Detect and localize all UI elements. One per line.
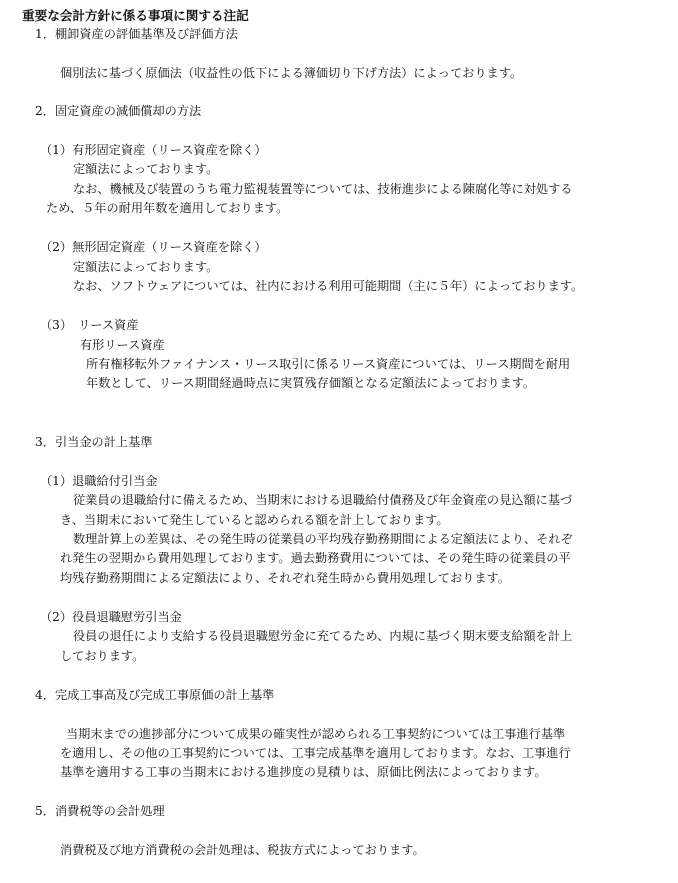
section-4-heading: 4．完成工事高及び完成工事原価の計上基準 [35,688,275,702]
section-2-sub-3-line: 所有権移転外ファイナンス・リース取引に係るリース資産については、リース期間を耐用 [86,357,571,371]
section-2-sub-1-heading: （1）有形固定資産（リース資産を除く） [40,143,267,157]
section-3-sub-2-line: しております。 [60,649,145,663]
section-2-sub-2-heading: （2）無形固定資産（リース資産を除く） [40,240,267,254]
section-3-heading: 3．引当金の計上基準 [35,435,153,449]
section-2-sub-1-line: 定額法によっております。 [73,162,219,176]
section-5-body: 消費税及び地方消費税の会計処理は、税抜方式によっております。 [60,843,425,857]
section-2-sub-3-line: 年数として、リース期間経過時点に実質残存価額となる定額法によっております。 [86,376,536,390]
section-3-sub-1-line: き、当期末において発生していると認められる額を計上しております。 [60,513,449,527]
section-2-heading: 2．固定資産の減価償却の方法 [35,104,202,118]
section-1-body: 個別法に基づく原価法（収益性の低下による簿価切り下げ方法）によっております。 [60,66,523,80]
section-3-sub-1-line: 従業員の退職給付に備えるため、当期末における退職給付債務及び年金資産の見込額に基づ [73,493,573,507]
section-2-sub-3-heading: （3） リース資産 [40,318,139,332]
section-3-sub-2-line: 役員の退任により支給する役員退職慰労金に充てるため、内規に基づく期末要支給額を計上 [73,629,573,643]
section-2-sub-1-line: ため、５年の耐用年数を適用しております。 [46,201,289,215]
section-5-heading: 5．消費税等の会計処理 [35,804,165,818]
section-3-sub-1-line: 数理計算上の差異は、その発生時の従業員の平均残存勤務期間による定額法により、それぞ [73,532,573,546]
page-title: 重要な会計方針に係る事項に関する注記 [22,8,249,23]
section-2-sub-2-line: 定額法によっております。 [73,260,219,274]
section-1-heading: 1．棚卸資産の評価基準及び評価方法 [35,27,238,41]
section-4-line: を適用し、その他の工事契約については、工事完成基準を適用しております。なお、工事進行 [60,746,571,760]
section-4-line: 当期末までの進捗部分について成果の確実性が認められる工事契約については工事進行基準 [66,727,566,741]
section-3-sub-1-line: 均残存勤務期間による定額法により、それぞれ発生時から費用処理しております。 [60,571,510,585]
section-2-sub-1-line: なお、機械及び装置のうち電力監視装置等については、技術進歩による陳腐化等に対処する [73,182,573,196]
section-3-sub-2-heading: （2）役員退職慰労引当金 [40,610,182,624]
section-3-sub-1-line: れ発生の翌期から費用処理しております。過去勤務費用については、その発生時の従業員の平 [60,551,571,565]
section-2-sub-3-line: 有形リース資産 [80,338,165,352]
section-2-sub-2-line: なお、ソフトウェアについては、社内における利用可能期間（主に５年）によっております。 [73,279,584,293]
section-4-line: 基準を適用する工事の当期末における進捗度の見積りは、原価比例法によっております。 [60,765,547,779]
section-3-sub-1-heading: （1）退職給付引当金 [40,474,158,488]
